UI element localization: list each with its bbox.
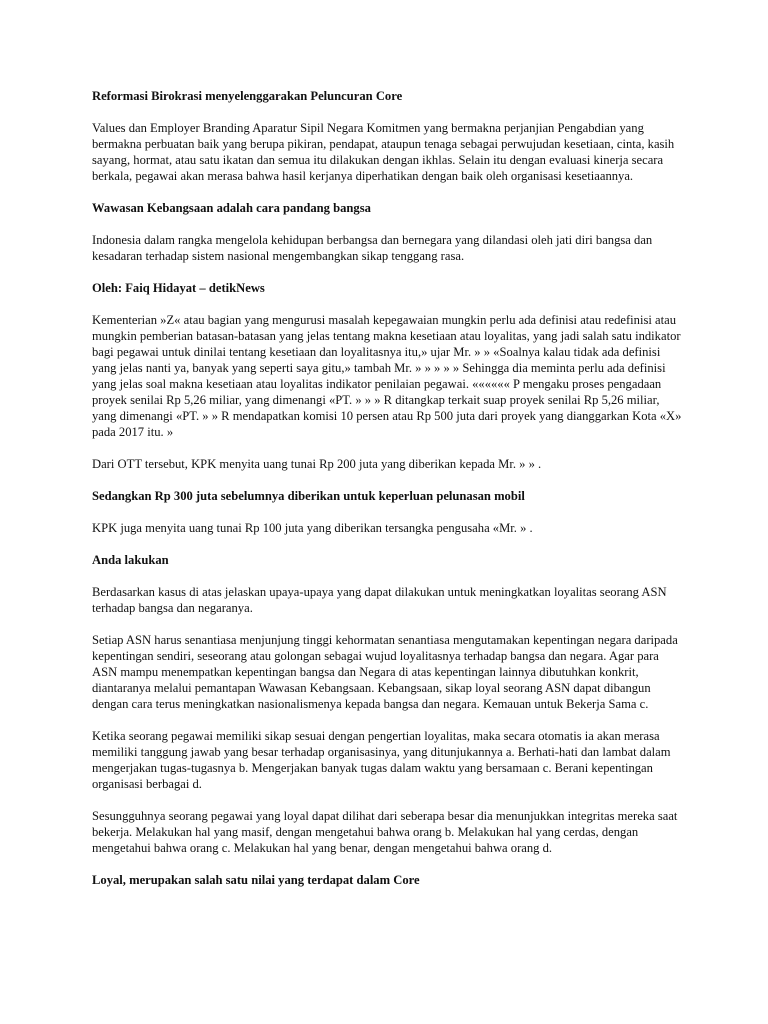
heading-loyal-core: Loyal, merupakan salah satu nilai yang terdapat dalam Core bbox=[92, 873, 420, 887]
paragraph-kpk-menyita: KPK juga menyita uang tunai Rp 100 juta yang diberikan tersangka pengusaha «Mr. » . bbox=[92, 521, 533, 535]
heading-rp-300-juta: Sedangkan Rp 300 juta sebelumnya diberikan untuk keperluan pelunasan mobil bbox=[92, 489, 525, 503]
paragraph-ketika-pegawai: Ketika seorang pegawai memiliki sikap sesuai dengan pengertian loyalitas, maka secara otomatis ia akan merasa memiliki tanggung jawab yang besar terhadap organisasinya, yang ditunjukannya a. Berhati-hati dan lambat dalam mengerjakan tugas-tugasnya b. Mengerjakan banyak tugas dalam waktu yang bersamaan c. Berani kepentingan organisasi berbagai d. bbox=[92, 729, 671, 791]
paragraph-sesungguhnya: Sesungguhnya seorang pegawai yang loyal dapat dilihat dari seberapa besar dia menunjukkan integritas mereka saat bekerja. Melakukan hal yang masif, dengan mengetahui bahwa orang b. Melakukan hal yang cerdas, dengan mengetahui bahwa orang c. Melakukan hal yang benar, dengan mengetahui bahwa orang d. bbox=[92, 809, 678, 855]
heading-author-byline: Oleh: Faiq Hidayat – detikNews bbox=[92, 281, 265, 295]
heading-wawasan-kebangsaan: Wawasan Kebangsaan adalah cara pandang bangsa bbox=[92, 201, 371, 215]
paragraph-ott: Dari OTT tersebut, KPK menyita uang tunai Rp 200 juta yang diberikan kepada Mr. » » . bbox=[92, 457, 542, 471]
paragraph-values-employer-branding: Values dan Employer Branding Aparatur Sipil Negara Komitmen yang bermakna perjanjian Pengabdian yang bermakna perbuatan baik yang berupa pikiran, pendapat, ataupun tenaga sebagai perwujudan kesetiaan, cinta, kasih sayang, hormat, atau satu ikatan dan semua itu dilakukan dengan ikhlas. Selain itu dengan evaluasi kinerja secara berkala, pegawai akan merasa bahwa hasil kerjanya diperhatikan dengan baik oleh organisasi kesetiaannya. bbox=[92, 121, 675, 183]
paragraph-indonesia: Indonesia dalam rangka mengelola kehidupan berbangsa dan bernegara yang dilandasi oleh jati diri bangsa dan kesadaran terhadap sistem nasional mengembangkan sikap tenggang rasa. bbox=[92, 233, 653, 263]
paragraph-kementerian: Kementerian »Z« atau bagian yang mengurusi masalah kepegawaian mungkin perlu ada definisi atau redefinisi atau mungkin pemberian batasan-batasan yang jelas tentang makna kesetiaan atau loyalitas, yang jadi salah satu indikator bagi pegawai untuk dinilai tentang kesetiaan dan loyalitasnya itu,» ujar Mr. » » «Soalnya kalau tidak ada definisi yang jelas nanti ya, banyak yang seperti saya gitu,» tambah Mr. » » » » » Sehingga dia meminta perlu ada definisi yang jelas soal makna kesetiaan atau loyalitas indikator penilaian pegawai. «««««« P mengaku proses pengadaan proyek senilai Rp 5,26 miliar, yang dimenangi «PT. » » » R ditangkap terkait suap proyek senilai Rp 5,26 miliar, yang dimenangi «PT. » » R mendapatkan komisi 10 persen atau Rp 500 juta dari proyek yang dianggarkan Kota «X» pada 2017 itu. » bbox=[92, 313, 682, 439]
heading-reformasi-birokrasi: Reformasi Birokrasi menyelenggarakan Peluncuran Core bbox=[92, 89, 403, 103]
document-page bbox=[92, 88, 682, 904]
paragraph-setiap-asn: Setiap ASN harus senantiasa menjunjung tinggi kehormatan senantiasa mengutamakan kepentingan negara daripada kepentingan sendiri, seseorang atau golongan sebagai wujud loyalitasnya terhadap bangsa dan negara. Agar para ASN mampu menempatkan kepentingan bangsa dan Negara di atas kepentingan lainnya dibutuhkan konkrit, diantaranya melalui pemantapan Wawasan Kebangsaan. Kebangsaan, sikap loyal seorang ASN dapat dibangun dengan cara terus meningkatkan nasionalismenya kepada bangsa dan negara. Kemauan untuk Bekerja Sama c. bbox=[92, 633, 678, 711]
heading-anda-lakukan: Anda lakukan bbox=[92, 553, 169, 567]
paragraph-berdasarkan-kasus: Berdasarkan kasus di atas jelaskan upaya-upaya yang dapat dilakukan untuk meningkatkan loyalitas seorang ASN terhadap bangsa dan negaranya. bbox=[92, 585, 667, 615]
